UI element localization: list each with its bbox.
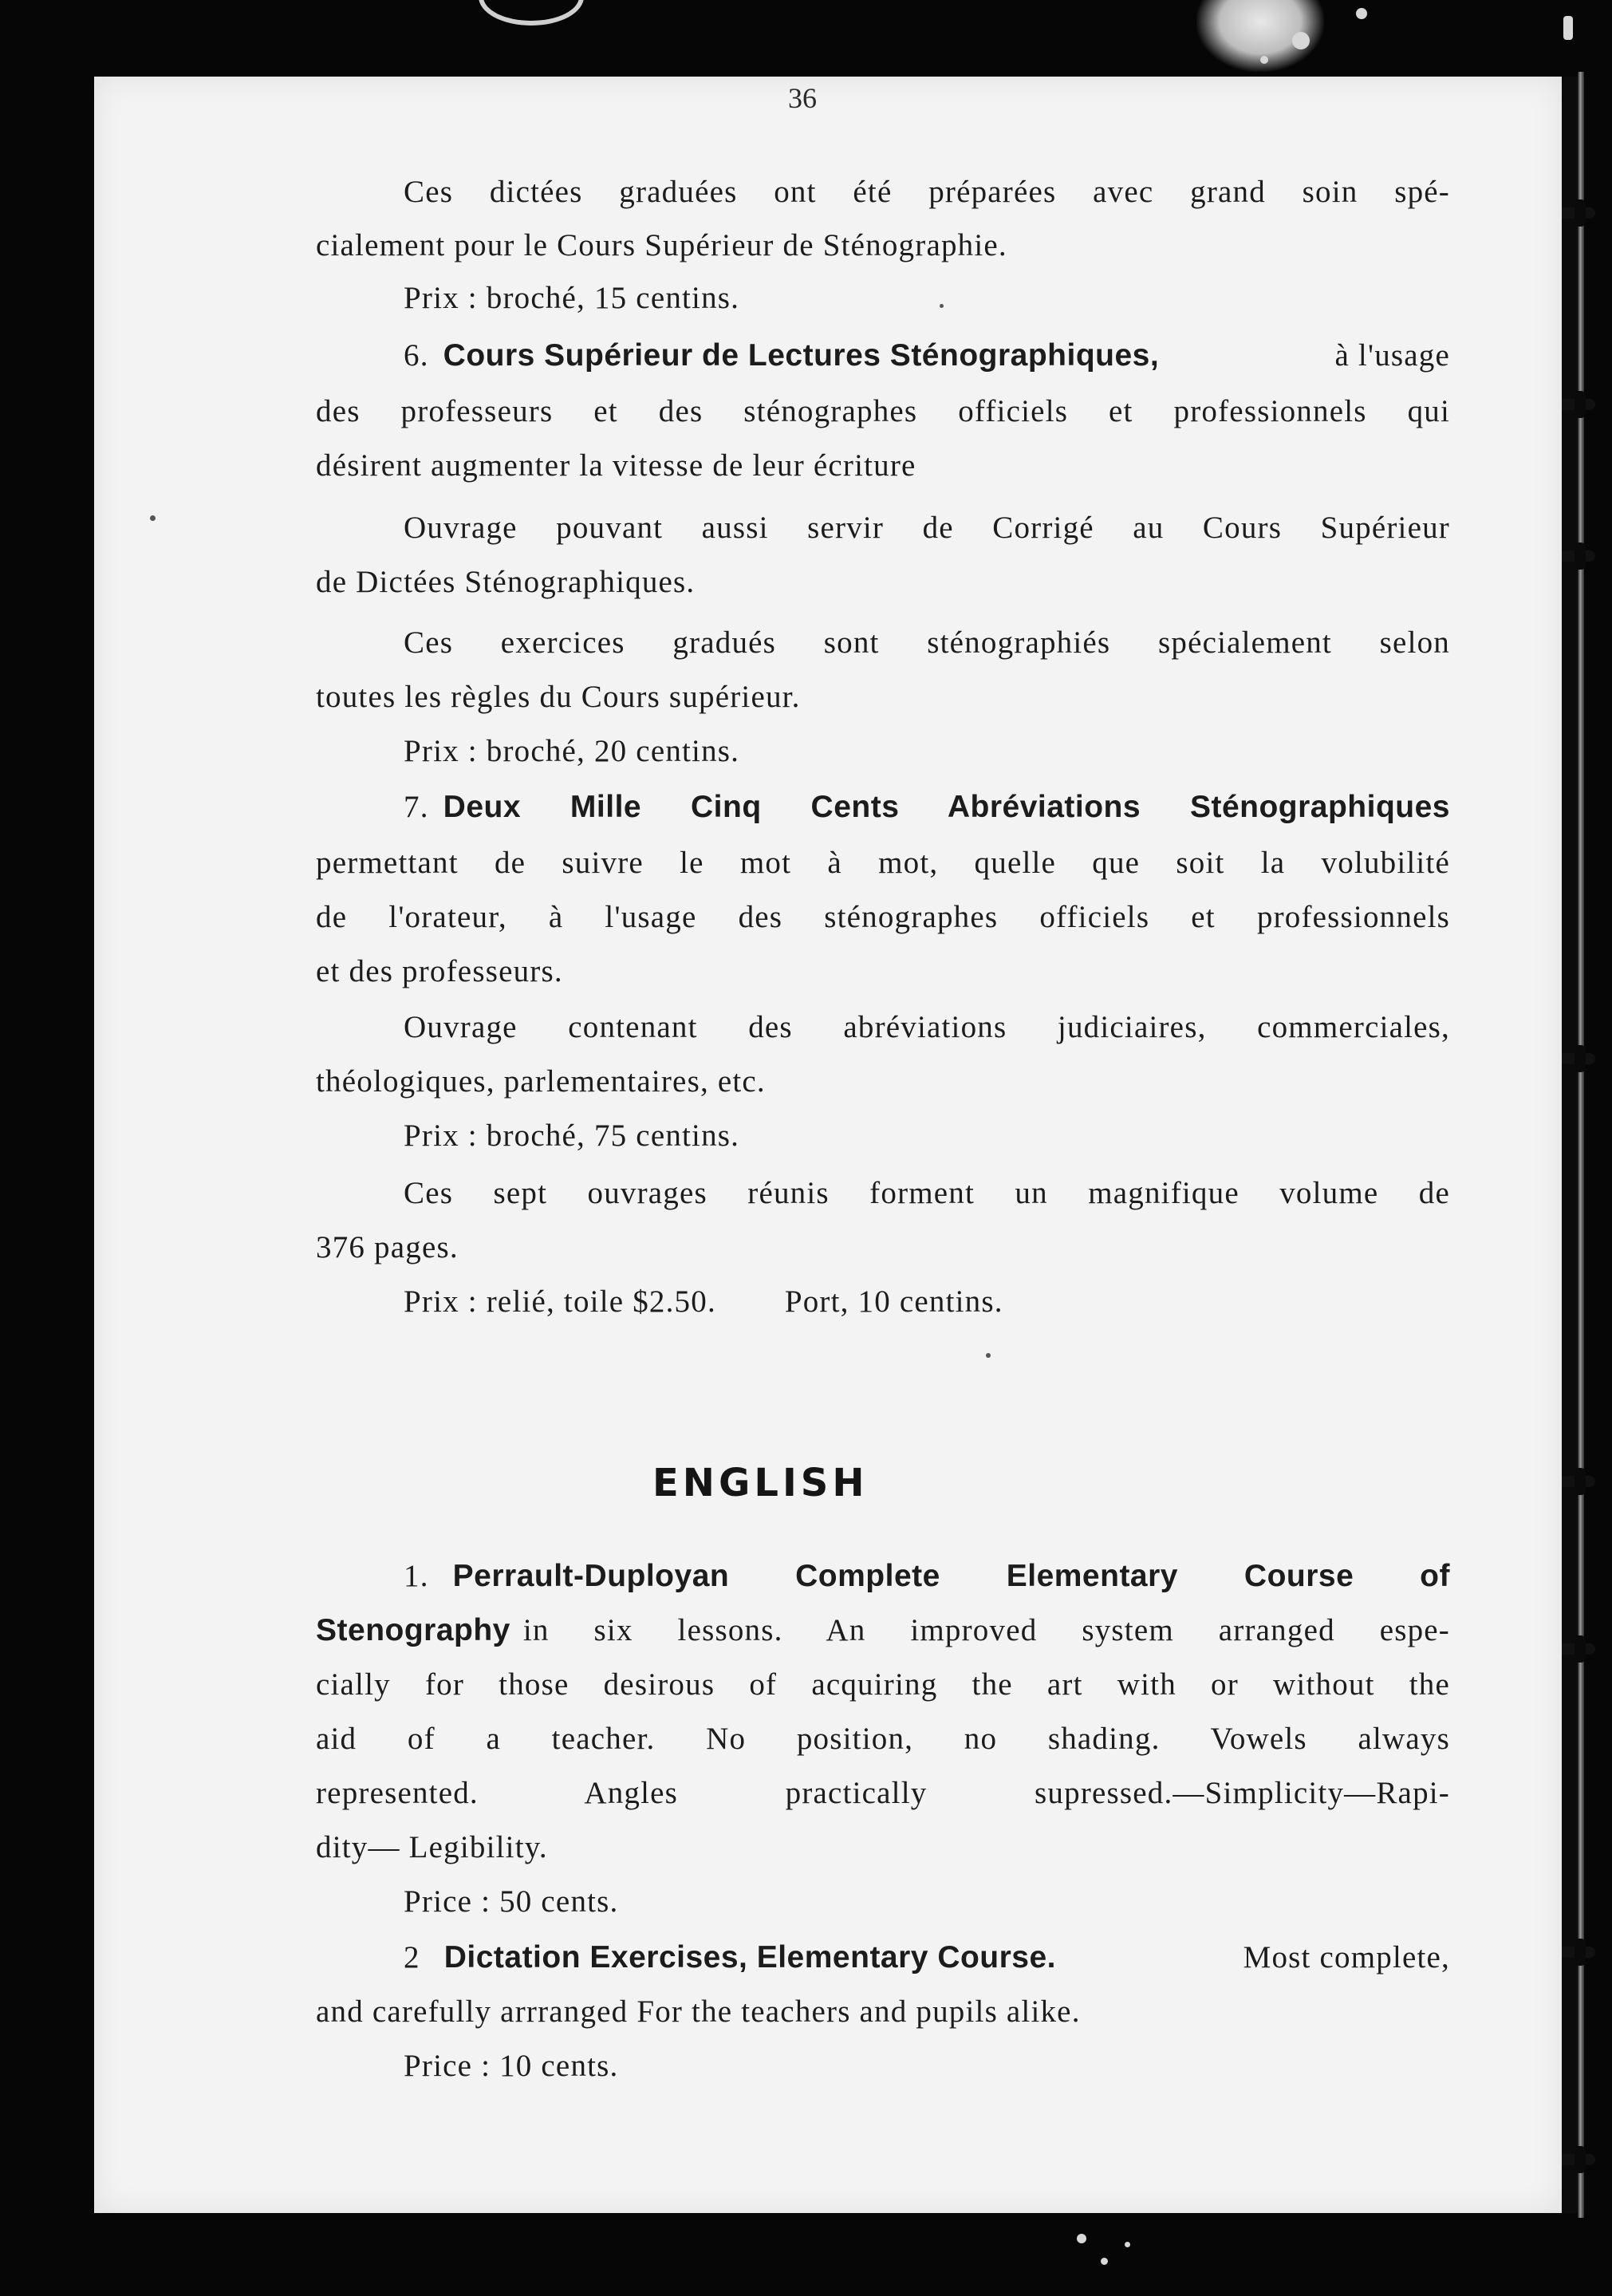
- text-line: 376 pages.: [316, 1230, 459, 1264]
- text-segment: in six lessons. An improved system arranged espe-: [522, 1613, 1450, 1647]
- text-line: Ces sept ouvrages réunis forment un magnifique volume de: [404, 1176, 1450, 1210]
- price-line: Prix : broché, 15 centins.: [404, 281, 740, 315]
- text-line: permettant de suivre le mot à mot, quelle que soit la volubilité: [316, 846, 1450, 880]
- item-title: Dictation Exercises, Elementary Course.: [443, 1940, 1057, 1974]
- text-line: Ouvrage pouvant aussi servir de Corrigé au Cours Supérieur: [404, 511, 1450, 545]
- text-line: aid of a teacher. No position, no shading. Vowels always: [316, 1722, 1450, 1756]
- print-speck: [940, 304, 944, 308]
- text-line: désirent augmenter la vitesse de leur écriture: [316, 448, 916, 483]
- scan-artifact: [479, 0, 584, 26]
- text-line: cially for those desirous of acquiring the art with or without the: [316, 1667, 1450, 1702]
- text-line: théologiques, parlementaires, etc.: [316, 1064, 766, 1099]
- price-text: Prix : relié, toile $2.50.: [404, 1284, 716, 1319]
- text-line: Ouvrage contenant des abréviations judiciaires, commerciales,: [404, 1010, 1450, 1044]
- text-line: dity— Legibility.: [316, 1830, 548, 1864]
- scan-speck: [1260, 56, 1268, 64]
- text-segment: Most complete,: [1243, 1940, 1450, 1974]
- book-page: [94, 77, 1562, 2213]
- price-line: Price : 50 cents.: [404, 1884, 619, 1919]
- text-line: et des professeurs.: [316, 954, 563, 988]
- scan-speck: [1563, 16, 1573, 40]
- text-line: Ces exercices gradués sont sténographiés spécialement selon: [404, 625, 1450, 660]
- item-1-heading: [404, 1560, 1450, 1592]
- price-line: [404, 1286, 1003, 1317]
- item-number: 2: [404, 1940, 420, 1974]
- item-title: Perrault-Duployan Complete Elementary Course of: [452, 1559, 1450, 1593]
- text-line: des professeurs et des sténographes officiels et professionnels qui: [316, 394, 1450, 428]
- print-speck: [150, 515, 156, 521]
- scan-speck: [1101, 2258, 1108, 2265]
- item-title: Cours Supérieur de Lectures Sténographiques,: [443, 338, 1160, 373]
- item-number: 6.: [404, 338, 429, 373]
- price-line: Prix : broché, 20 centins.: [404, 734, 740, 768]
- text-line: and carefully arrranged For the teachers and pupils alike.: [316, 1994, 1081, 2029]
- text-line: toutes les règles du Cours supérieur.: [316, 680, 801, 714]
- print-speck: [986, 1353, 991, 1358]
- scan-speck: [1077, 2234, 1086, 2243]
- page-number: 36: [788, 82, 817, 114]
- item-7-heading: [404, 791, 1450, 823]
- postage-text: Port, 10 centins.: [784, 1284, 1003, 1319]
- item-2-heading: [404, 1942, 1450, 1973]
- item-number: 1.: [404, 1559, 429, 1593]
- text-line: à l'usage: [1334, 338, 1450, 373]
- item-6-heading: [404, 340, 1450, 371]
- item-number: 7.: [404, 790, 429, 824]
- price-line: Price : 10 cents.: [404, 2049, 619, 2083]
- text-line: represented. Angles practically supressed.—Simplicity—Rapi-: [316, 1776, 1450, 1810]
- text-line: cialement pour le Cours Supérieur de Sténographie.: [316, 228, 1007, 262]
- text-line: de l'orateur, à l'usage des sténographes officiels et professionnels: [316, 900, 1450, 934]
- item-title-continued: Stenography: [316, 1613, 510, 1647]
- item-title: Deux Mille Cinq Cents Abréviations Sténographiques: [443, 790, 1450, 824]
- section-heading: ENGLISH: [652, 1461, 869, 1505]
- text-line: de Dictées Sténographiques.: [316, 565, 696, 599]
- price-line: Prix : broché, 75 centins.: [404, 1118, 740, 1153]
- scan-speck: [1125, 2242, 1130, 2247]
- text-line: Ces dictées graduées ont été préparées avec grand soin spé-: [404, 175, 1450, 209]
- text-line: [316, 1615, 1450, 1646]
- scan-speck: [1356, 8, 1367, 19]
- scan-speck: [1292, 32, 1310, 49]
